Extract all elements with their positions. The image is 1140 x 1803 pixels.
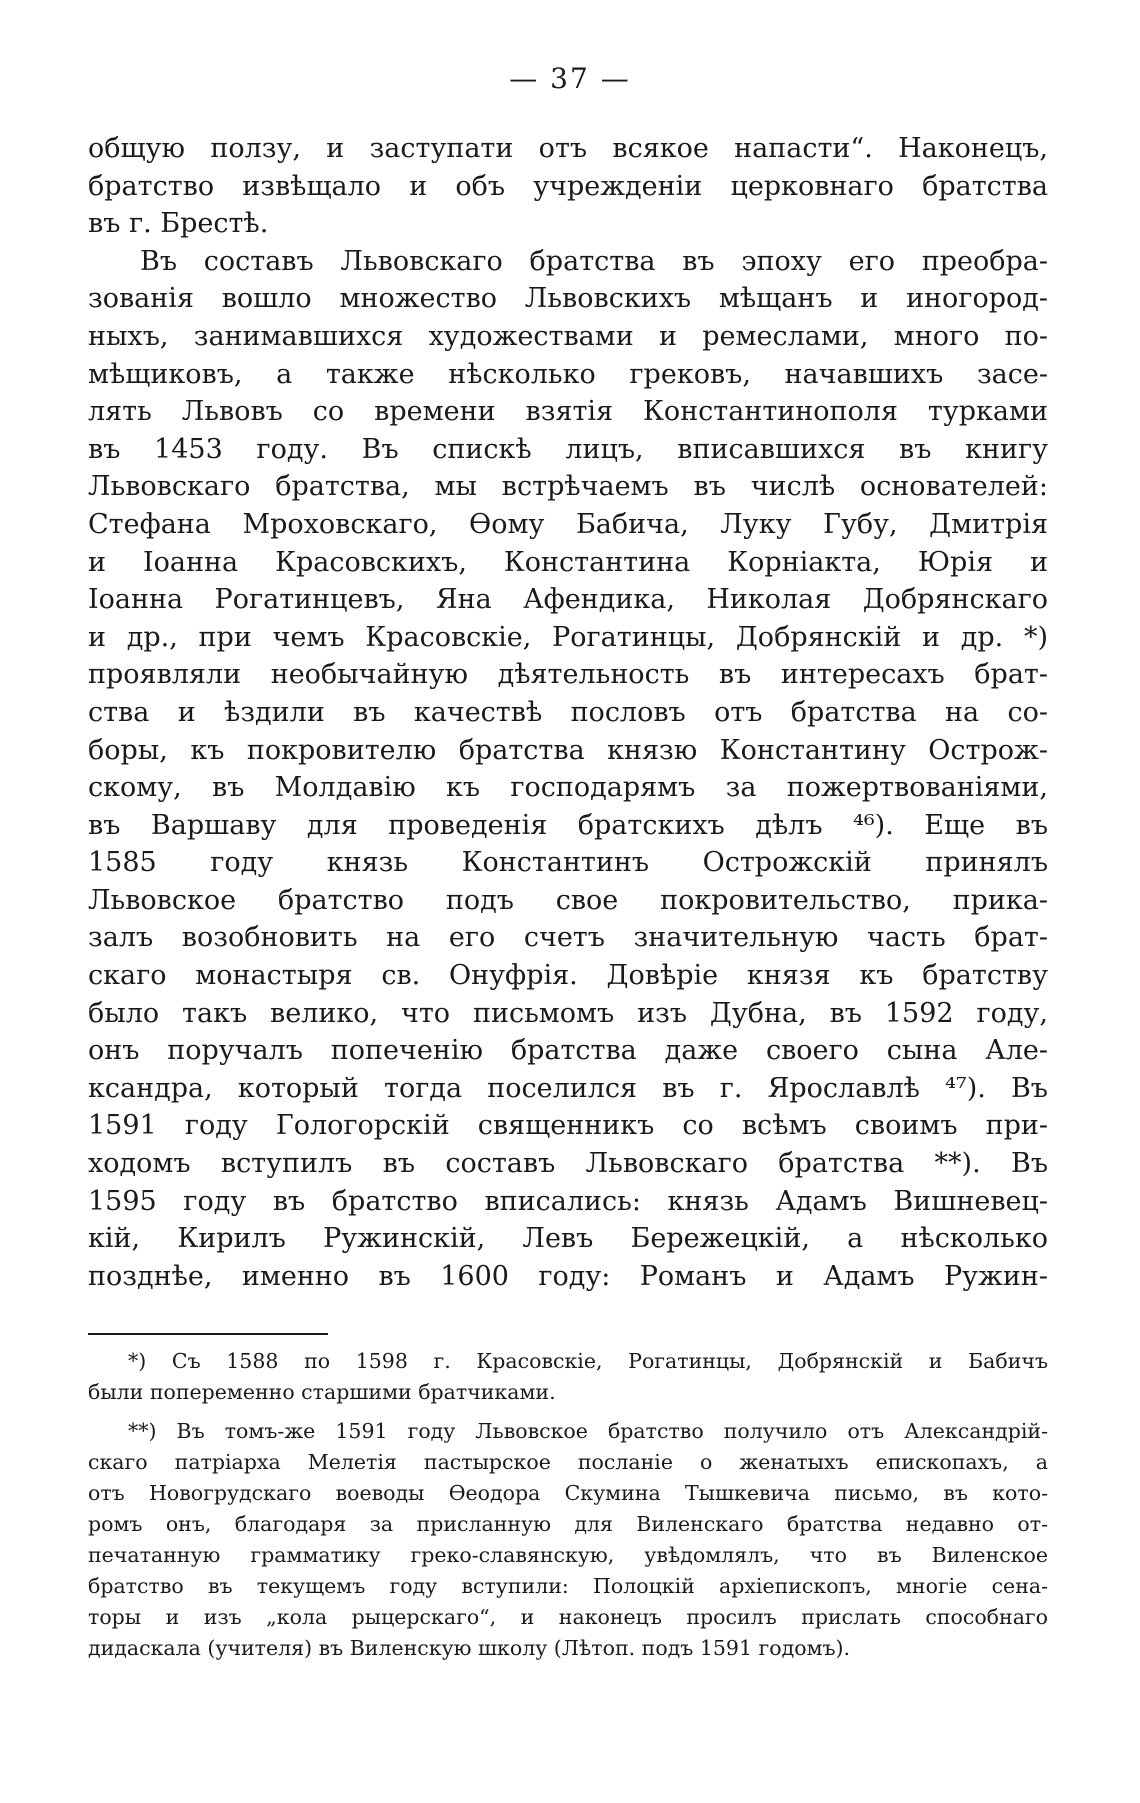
footnote-divider [88,1333,328,1335]
footnotes [88,1346,1048,1664]
text-line: лять Львовъ со времени взятія Константинополя турками [88,396,1048,428]
text-line: 1595 году въ братство вписались: князь Адамъ Вишневец- [88,1185,1048,1217]
text-line: и Іоанна Красовскихъ, Константина Корніакта, Юрія и [88,546,1048,578]
text-line: Стефана Мроховскаго, Ѳому Бабича, Луку Губу, Дмитрія [88,508,1048,540]
text-line: 1591 году Гологорскій священникъ со всѣмъ своимъ при- [88,1110,1048,1142]
text-line: въ 1453 году. Въ спискѣ лицъ, вписавшихся въ книгу [88,433,1048,465]
footnote-line: дидаскала (учителя) въ Виленскую школу (Лѣтоп. подъ 1591 годомъ). [88,1636,851,1660]
text-line: Въ составъ Львовскаго братства въ эпоху его преобра- [140,245,1048,277]
page-number: — 37 — [509,62,631,95]
text-line: въ Варшаву для проведенія братскихъ дѣлъ ⁴⁶). Еще въ [88,809,1048,841]
text-line: позднѣе, именно въ 1600 году: Романъ и Адамъ Ружин- [88,1260,1048,1292]
text-line: въ г. Брестѣ. [88,208,269,240]
text-line: и др., при чемъ Красовскіе, Рогатинцы, Добрянскій и др. *) [88,621,1048,653]
text-line: зованія вошло множество Львовскихъ мѣщанъ и иногород- [88,283,1048,315]
footnote-line: печатанную грамматику греко-славянскую, увѣдомлялъ, что въ Виленское [88,1543,1048,1567]
text-line: онъ поручалъ попеченію братства даже своего сына Але- [88,1035,1048,1067]
footnote-line: ромъ онъ, благодаря за присланную для Виленскаго братства недавно от- [88,1512,1048,1536]
text-line: скому, въ Молдавію къ господарямъ за пожертвованіями, [88,772,1048,804]
text-line: Іоанна Рогатинцевъ, Яна Афендика, Николая Добрянскаго [88,584,1048,616]
footnote-double-asterisk [88,1416,1048,1664]
text-line: скаго монастыря св. Онуфрія. Довѣріе князя къ братству [88,960,1048,992]
text-line: проявляли необычайную дѣятельность въ интересахъ брат- [88,659,1048,691]
footnote-line: *) Съ 1588 по 1598 г. Красовскіе, Рогатинцы, Добрянскій и Бабичъ [128,1349,1048,1373]
footnote-line: **) Въ томъ-же 1591 году Львовское братство получило отъ Александрій- [128,1419,1048,1443]
footnote-line: были попеременно старшими братчиками. [88,1380,556,1404]
text-line: ксандра, который тогда поселился въ г. Ярославлѣ ⁴⁷). Въ [88,1072,1048,1104]
main-text [88,130,1048,1295]
text-line: Львовское братство подъ свое покровительство, прика- [88,884,1048,916]
text-line: ства и ѣздили въ качествѣ пословъ отъ братства на со- [88,696,1048,728]
footnote-line: отъ Новогрудскаго воеводы Ѳеодора Скумина Тышкевича письмо, въ кото- [88,1481,1048,1505]
text-line: ходомъ вступилъ въ составъ Львовскаго братства **). Въ [88,1148,1048,1180]
footnote-spacer [88,1408,1048,1416]
footnote-line: скаго патріарха Мелетія пастырское посланіе о женатыхъ епископахъ, а [88,1450,1048,1474]
text-line: общую ползу, и заступати отъ всякое напасти“. Наконецъ, [88,133,1048,164]
text-line: Львовскаго братства, мы встрѣчаемъ въ числѣ основателей: [88,471,1048,503]
text-line: братство извѣщало и объ учрежденіи церковнаго братства [88,170,1048,202]
text-line: мѣщиковъ, а также нѣсколько грековъ, начавшихъ засе- [88,358,1048,390]
text-line: было такъ велико, что письмомъ изъ Дубна, въ 1592 году, [88,997,1048,1029]
text-line: ныхъ, занимавшихся художествами и ремеслами, много по- [88,320,1048,352]
footnote-line: братство въ текущемъ году вступили: Полоцкій архіепископъ, многіе сена- [88,1574,1048,1598]
footnote-line: торы и изъ „кола рыцерскаго“, и наконецъ просилъ прислать способнаго [88,1605,1048,1629]
text-line: боры, къ покровителю братства князю Константину Острож- [88,734,1048,766]
text-line: кій, Кирилъ Ружинскій, Левъ Бережецкій, а нѣсколько [88,1223,1048,1255]
footnote-single-asterisk [88,1346,1048,1408]
text-line: залъ возобновить на его счетъ значительную часть брат- [88,922,1048,954]
text-line: 1585 году князь Константинъ Острожскій принялъ [88,847,1048,879]
